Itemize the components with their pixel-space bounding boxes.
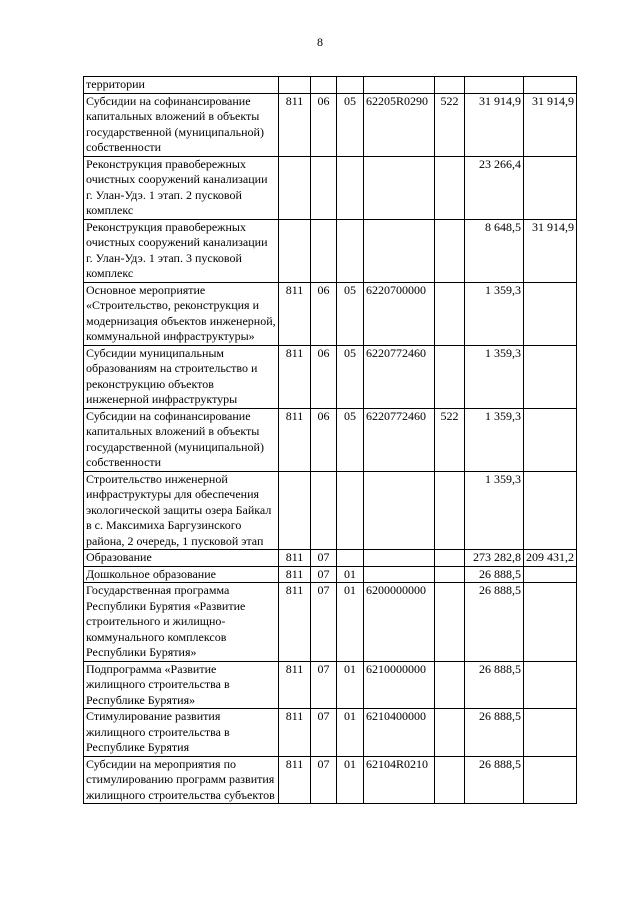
target-article-cell: 62104R0210 <box>364 756 435 804</box>
amount-cell: 26 888,5 <box>465 583 524 662</box>
expense-type-cell: 522 <box>435 93 465 156</box>
table-row <box>84 550 577 567</box>
row-name-cell: Дошкольное образование <box>84 566 279 583</box>
amount-federal-cell: 209 431,2 <box>524 550 577 567</box>
target-article-cell <box>364 156 435 219</box>
amount-cell: 26 888,5 <box>465 709 524 757</box>
amount-cell: 26 888,5 <box>465 661 524 709</box>
table-row <box>84 583 577 662</box>
ministry-code-cell: 811 <box>279 661 311 709</box>
amount-cell: 31 914,9 <box>465 93 524 156</box>
amount-federal-cell <box>524 156 577 219</box>
expense-type-cell <box>435 566 465 583</box>
subsection-code-cell: 01 <box>337 583 364 662</box>
section-code-cell: 07 <box>311 583 337 662</box>
amount-cell: 8 648,5 <box>465 219 524 282</box>
amount-cell: 273 282,8 <box>465 550 524 567</box>
amount-cell <box>465 77 524 94</box>
ministry-code-cell: 811 <box>279 566 311 583</box>
section-code-cell: 06 <box>311 282 337 345</box>
table-row <box>84 661 577 709</box>
section-code-cell: 07 <box>311 661 337 709</box>
expense-type-cell <box>435 156 465 219</box>
amount-federal-cell <box>524 77 577 94</box>
row-name-cell: Основное мероприятие «Строительство, реконструкция и модернизация объектов инженерной, коммунальной инфраструктуры» <box>84 282 279 345</box>
ministry-code-cell: 811 <box>279 282 311 345</box>
subsection-code-cell <box>337 77 364 94</box>
section-code-cell: 07 <box>311 550 337 567</box>
row-name-cell: Стимулирование развития жилищного строительства в Республике Бурятия <box>84 709 279 757</box>
table-row <box>84 709 577 757</box>
row-name-cell: Реконструкция правобережных очистных сооружений канализации г. Улан-Удэ. 1 этап. 3 пусковой комплекс <box>84 219 279 282</box>
row-name-cell: Субсидии на софинансирование капитальных вложений в объекты государственной (муниципальной) собственности <box>84 408 279 471</box>
target-article-cell <box>364 550 435 567</box>
amount-federal-cell <box>524 345 577 408</box>
row-name-cell: Подпрограмма «Развитие жилищного строительства в Республике Бурятия» <box>84 661 279 709</box>
amount-cell: 1 359,3 <box>465 345 524 408</box>
row-name-cell: Субсидии муниципальным образованиям на строительство и реконструкцию объектов инженерной инфраструктуры <box>84 345 279 408</box>
amount-cell: 26 888,5 <box>465 756 524 804</box>
table-row <box>84 566 577 583</box>
row-name-cell: Реконструкция правобережных очистных сооружений канализации г. Улан-Удэ. 1 этап. 2 пусковой комплекс <box>84 156 279 219</box>
amount-cell: 1 359,3 <box>465 408 524 471</box>
amount-cell: 1 359,3 <box>465 282 524 345</box>
row-name-cell: Строительство инженерной инфраструктуры для обеспечения экологической защиты озера Байкал в с. Максимиха Баргузинского района, 2 очередь, 1 пусковой этап <box>84 471 279 550</box>
ministry-code-cell: 811 <box>279 345 311 408</box>
ministry-code-cell: 811 <box>279 93 311 156</box>
table-row <box>84 156 577 219</box>
subsection-code-cell: 01 <box>337 566 364 583</box>
ministry-code-cell: 811 <box>279 408 311 471</box>
amount-federal-cell <box>524 408 577 471</box>
expense-type-cell <box>435 709 465 757</box>
target-article-cell: 6200000000 <box>364 583 435 662</box>
section-code-cell: 07 <box>311 566 337 583</box>
row-name-cell: Государственная программа Республики Бурятия «Развитие строительного и жилищно-коммунального комплексов Республики Бурятия» <box>84 583 279 662</box>
table-row <box>84 77 577 94</box>
section-code-cell: 06 <box>311 345 337 408</box>
ministry-code-cell: 811 <box>279 550 311 567</box>
ministry-code-cell: 811 <box>279 709 311 757</box>
expense-type-cell <box>435 345 465 408</box>
subsection-code-cell: 05 <box>337 93 364 156</box>
amount-federal-cell <box>524 756 577 804</box>
row-name-cell: территории <box>84 77 279 94</box>
ministry-code-cell <box>279 219 311 282</box>
subsection-code-cell: 05 <box>337 345 364 408</box>
subsection-code-cell <box>337 471 364 550</box>
target-article-cell <box>364 471 435 550</box>
section-code-cell <box>311 219 337 282</box>
table-row <box>84 756 577 804</box>
table-row <box>84 219 577 282</box>
amount-federal-cell <box>524 282 577 345</box>
amount-federal-cell <box>524 583 577 662</box>
amount-cell: 1 359,3 <box>465 471 524 550</box>
target-article-cell: 6220700000 <box>364 282 435 345</box>
table-row <box>84 471 577 550</box>
subsection-code-cell: 01 <box>337 661 364 709</box>
section-code-cell <box>311 77 337 94</box>
ministry-code-cell: 811 <box>279 583 311 662</box>
target-article-cell <box>364 566 435 583</box>
expense-type-cell <box>435 550 465 567</box>
subsection-code-cell <box>337 219 364 282</box>
ministry-code-cell <box>279 156 311 219</box>
target-article-cell: 6210400000 <box>364 709 435 757</box>
section-code-cell: 06 <box>311 408 337 471</box>
page-number: 8 <box>317 35 323 49</box>
amount-federal-cell <box>524 709 577 757</box>
expense-type-cell <box>435 661 465 709</box>
amount-federal-cell <box>524 661 577 709</box>
subsection-code-cell: 01 <box>337 756 364 804</box>
section-code-cell: 06 <box>311 93 337 156</box>
table-row <box>84 93 577 156</box>
row-name-cell: Субсидии на софинансирование капитальных вложений в объекты государственной (муниципальной) собственности <box>84 93 279 156</box>
section-code-cell: 07 <box>311 756 337 804</box>
subsection-code-cell: 05 <box>337 282 364 345</box>
subsection-code-cell: 05 <box>337 408 364 471</box>
target-article-cell <box>364 219 435 282</box>
subsection-code-cell <box>337 550 364 567</box>
table-row <box>84 282 577 345</box>
table-row <box>84 408 577 471</box>
target-article-cell <box>364 77 435 94</box>
section-code-cell <box>311 156 337 219</box>
expense-type-cell <box>435 471 465 550</box>
target-article-cell: 6220772460 <box>364 408 435 471</box>
amount-federal-cell <box>524 566 577 583</box>
target-article-cell: 6210000000 <box>364 661 435 709</box>
expense-type-cell <box>435 282 465 345</box>
amount-federal-cell: 31 914,9 <box>524 219 577 282</box>
amount-federal-cell <box>524 471 577 550</box>
subsection-code-cell <box>337 156 364 219</box>
target-article-cell: 62205R0290 <box>364 93 435 156</box>
amount-cell: 26 888,5 <box>465 566 524 583</box>
budget-table-body <box>84 77 577 804</box>
budget-table <box>83 76 577 804</box>
row-name-cell: Субсидии на мероприятия по стимулированию программ развития жилищного строительства субъектов <box>84 756 279 804</box>
section-code-cell: 07 <box>311 709 337 757</box>
target-article-cell: 6220772460 <box>364 345 435 408</box>
expense-type-cell <box>435 756 465 804</box>
expense-type-cell: 522 <box>435 408 465 471</box>
section-code-cell <box>311 471 337 550</box>
ministry-code-cell <box>279 77 311 94</box>
table-row <box>84 345 577 408</box>
row-name-cell: Образование <box>84 550 279 567</box>
expense-type-cell <box>435 583 465 662</box>
subsection-code-cell: 01 <box>337 709 364 757</box>
ministry-code-cell: 811 <box>279 756 311 804</box>
amount-cell: 23 266,4 <box>465 156 524 219</box>
amount-federal-cell: 31 914,9 <box>524 93 577 156</box>
ministry-code-cell <box>279 471 311 550</box>
expense-type-cell <box>435 77 465 94</box>
expense-type-cell <box>435 219 465 282</box>
